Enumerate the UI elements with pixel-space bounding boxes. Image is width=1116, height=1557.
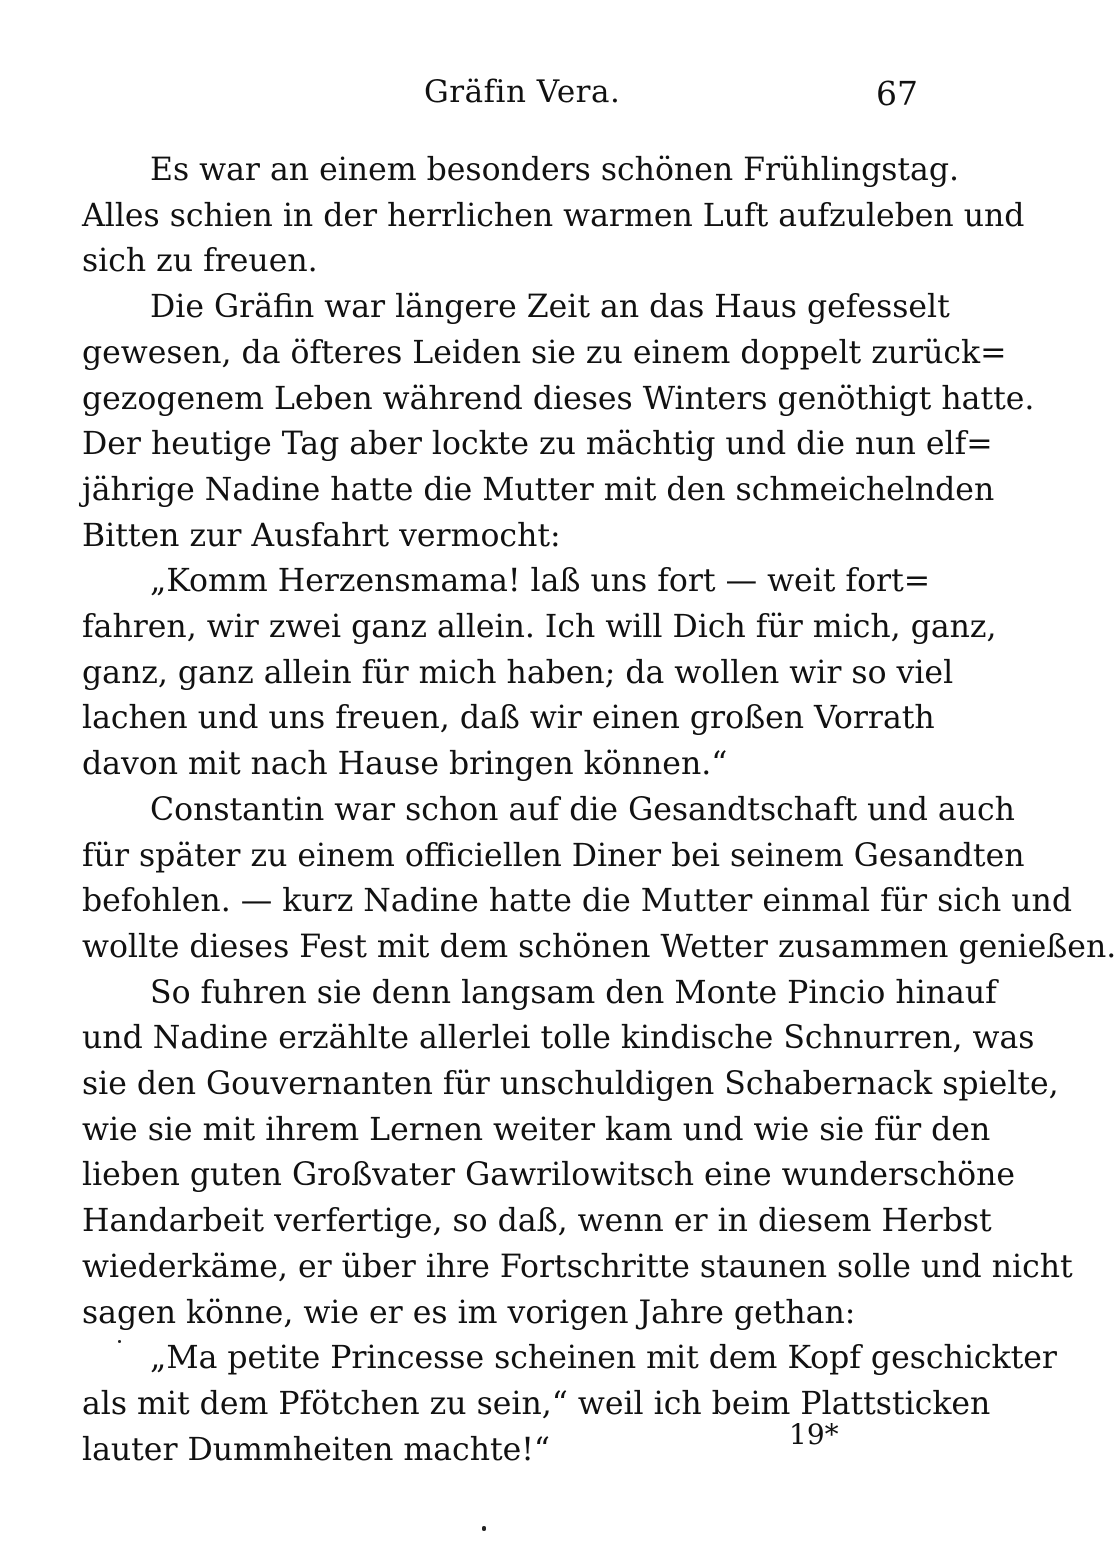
text-line: „Ma petite Princesse scheinen mit dem Kopf geschickter <box>150 1340 1057 1377</box>
text-line: wiederkäme, er über ihre Fortschritte staunen solle und nicht <box>82 1248 1073 1285</box>
ink-speck <box>482 1526 486 1531</box>
text-line: befohlen. — kurz Nadine hatte die Mutter einmal für sich und <box>82 883 1073 920</box>
text-line: lieben guten Großvater Gawrilowitsch eine wunderschöne <box>82 1157 1016 1194</box>
text-line: Die Gräfin war längere Zeit an das Haus gefesselt <box>150 289 950 326</box>
text-line: und Nadine erzählte allerlei tolle kindische Schnurren, was <box>82 1020 1035 1057</box>
text-line: lachen und uns freuen, daß wir einen großen Vorrath <box>82 700 935 737</box>
text-line: Handarbeit verfertige, so daß, wenn er in diesem Herbst <box>82 1203 992 1240</box>
text-line: „Komm Herzensmama! laß uns fort — weit fort= <box>150 563 931 600</box>
paragraph <box>82 285 1035 559</box>
body-text <box>82 148 1116 1473</box>
text-line: sich zu freuen. <box>82 243 318 280</box>
text-line: ganz, ganz allein für mich haben; da wollen wir so viel <box>82 654 954 691</box>
page-header <box>0 74 1000 124</box>
paragraph <box>82 1336 1057 1473</box>
text-line: fahren, wir zwei ganz allein. Ich will Dich für mich, ganz, <box>82 609 997 646</box>
text-line: für später zu einem officiellen Diner bei seinem Gesandten <box>82 837 1025 874</box>
signature-mark: 19* <box>789 1418 839 1451</box>
paragraph <box>82 971 1073 1337</box>
text-line: lauter Dummheiten machte!“ <box>82 1431 551 1468</box>
text-line: als mit dem Pfötchen zu sein,“ weil ich beim Plattsticken <box>82 1385 991 1422</box>
paragraph <box>82 148 1025 285</box>
text-line: gewesen, da öfteres Leiden sie zu einem doppelt zurück= <box>82 334 1007 371</box>
paragraph <box>82 559 997 788</box>
running-title: Gräfin Vera. <box>424 74 621 110</box>
text-line: Bitten zur Ausfahrt vermocht: <box>82 517 561 554</box>
text-line: Der heutige Tag aber lockte zu mächtig und die nun elf= <box>82 426 993 463</box>
text-line: sie den Gouvernanten für unschuldigen Schabernack spielte, <box>82 1066 1059 1103</box>
text-line: davon mit nach Hause bringen können.“ <box>82 746 728 783</box>
text-line: Alles schien in der herrlichen warmen Luft aufzuleben und <box>82 197 1025 234</box>
text-line: sagen könne, wie er es im vorigen Jahre gethan: <box>82 1294 856 1331</box>
text-line: Constantin war schon auf die Gesandtschaft und auch <box>150 791 1015 828</box>
text-line: wollte dieses Fest mit dem schönen Wetter zusammen genießen. <box>82 928 1116 965</box>
paragraph <box>82 788 1116 971</box>
text-line: Es war an einem besonders schönen Frühlingstag. <box>150 152 960 188</box>
text-line: jährige Nadine hatte die Mutter mit den schmeichelnden <box>82 471 995 508</box>
text-line: So fuhren sie denn langsam den Monte Pincio hinauf <box>150 974 997 1011</box>
text-line: gezogenem Leben während dieses Winters genöthigt hatte. <box>82 380 1035 417</box>
text-line: wie sie mit ihrem Lernen weiter kam und wie sie für den <box>82 1111 991 1148</box>
page-number: 67 <box>876 74 918 113</box>
ink-speck <box>118 1340 121 1343</box>
